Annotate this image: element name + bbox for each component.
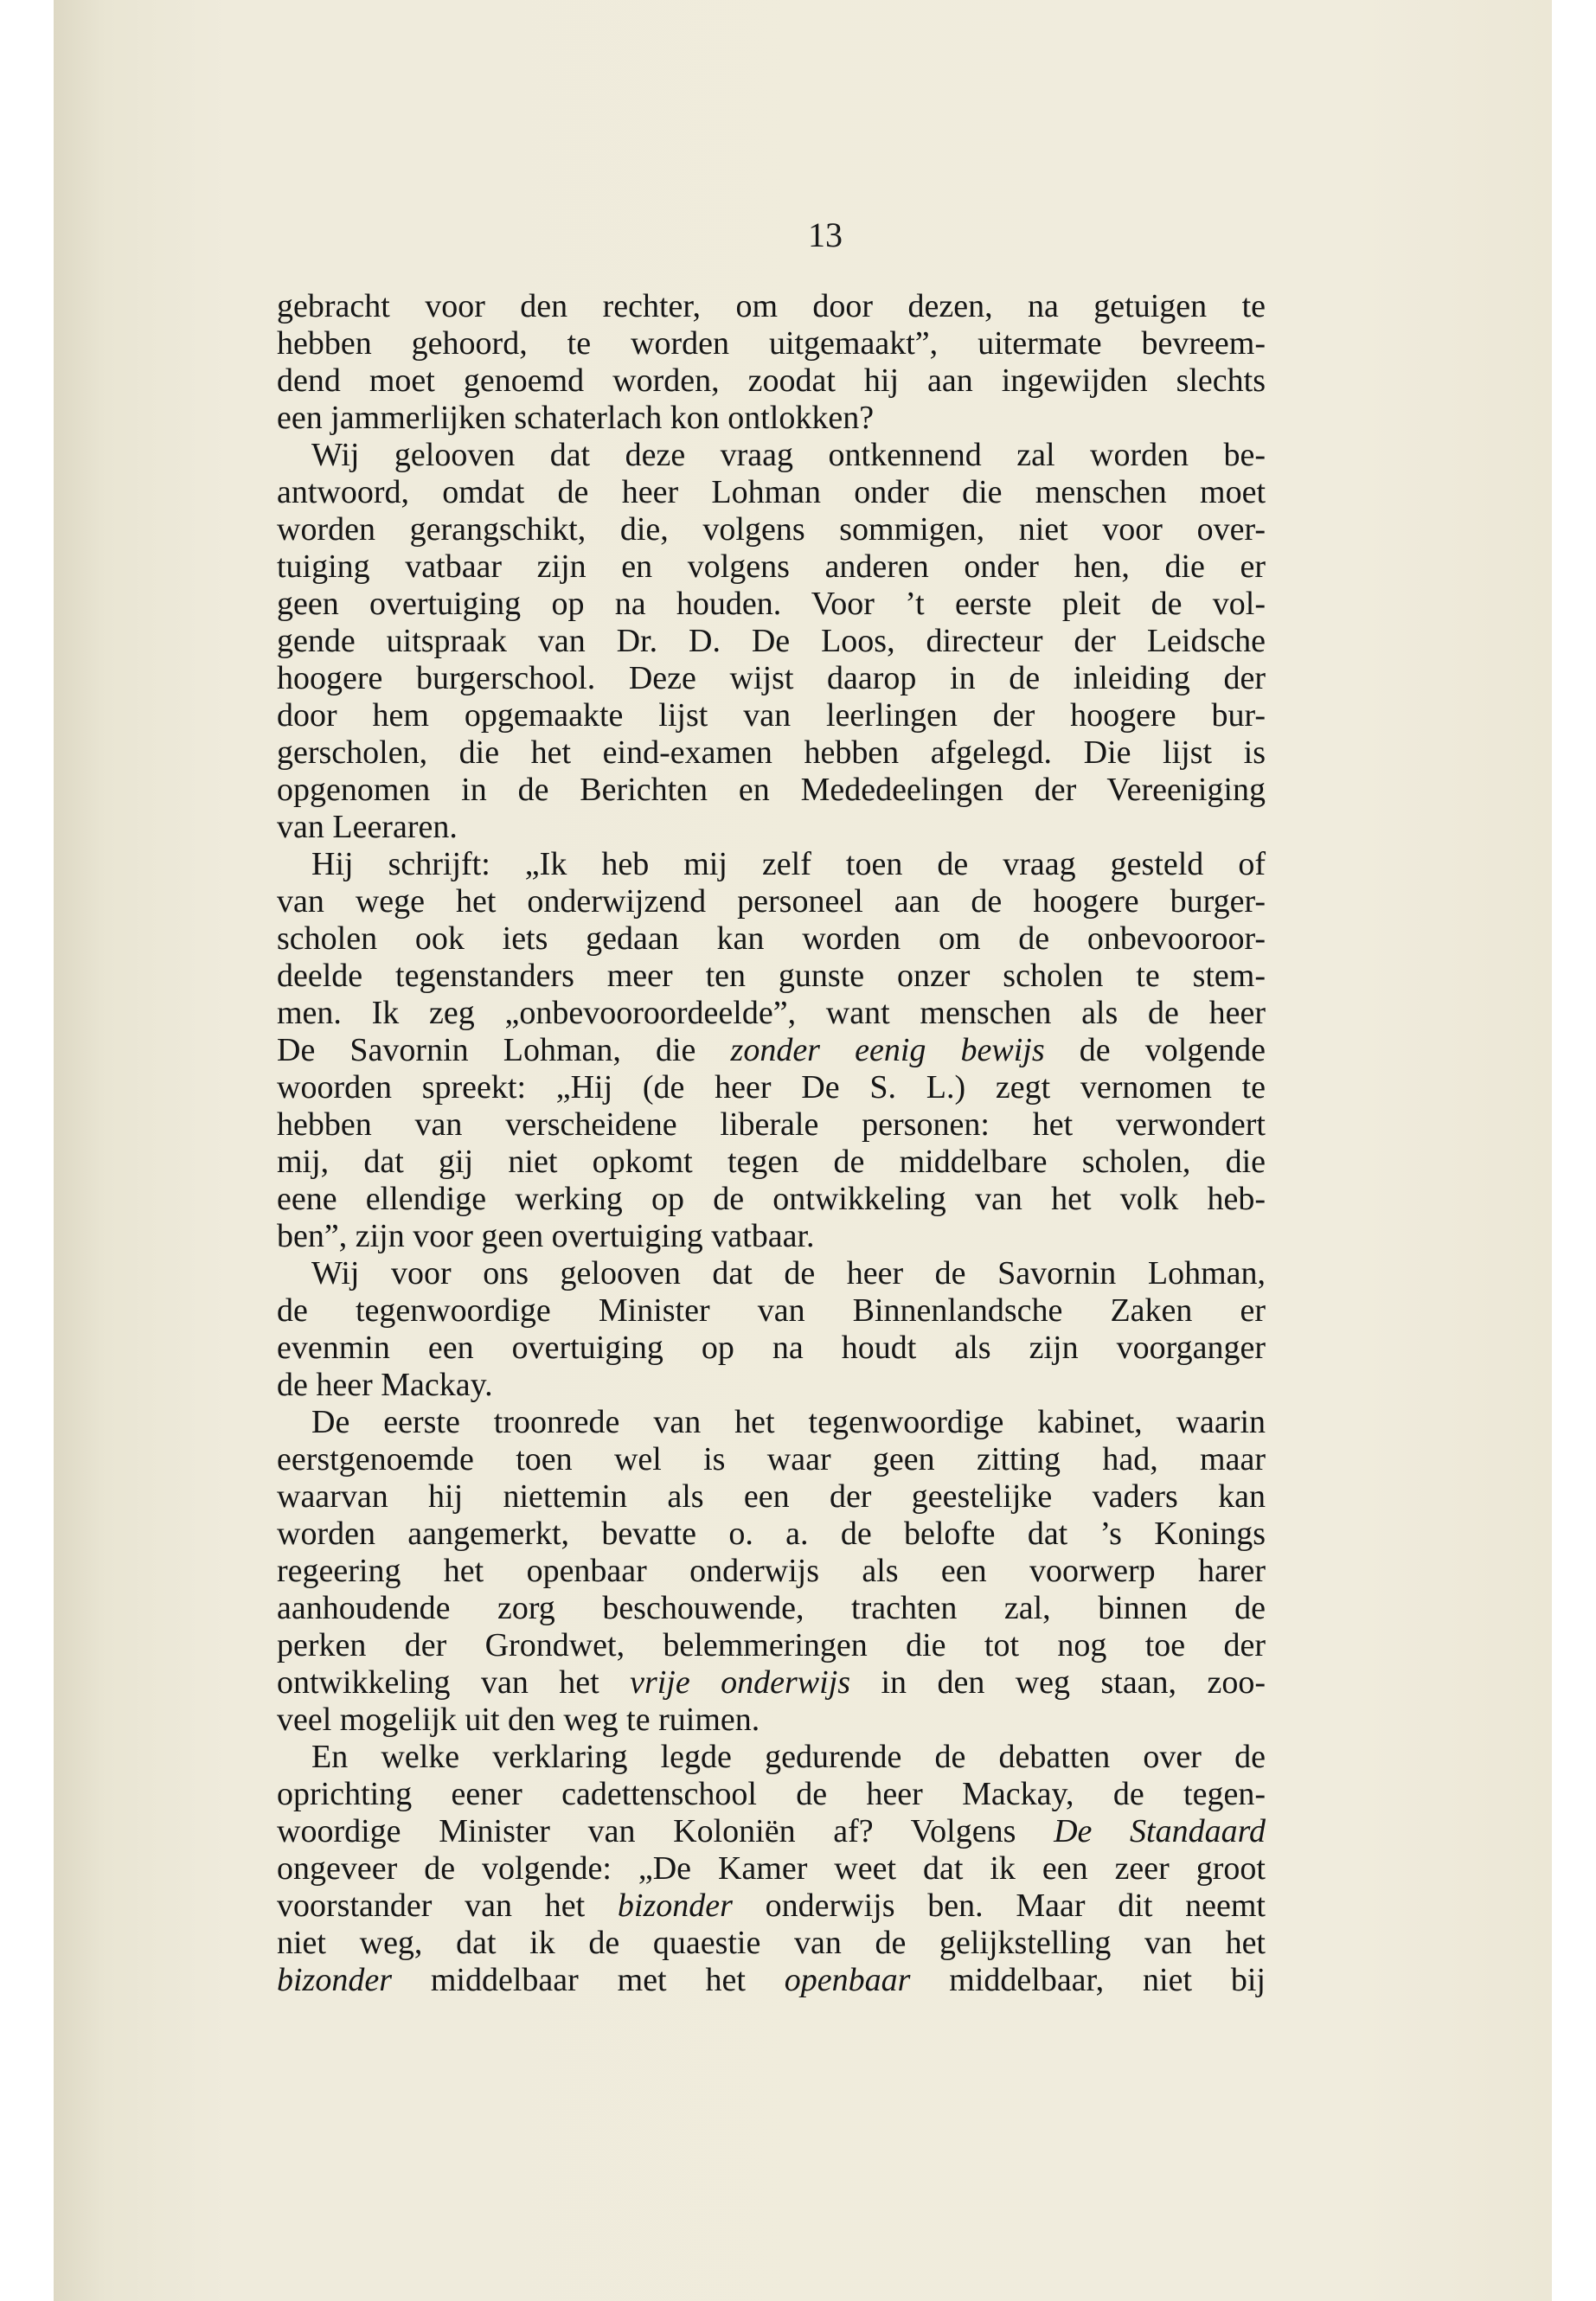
text-line bbox=[277, 1144, 1266, 1181]
text-segment: eene ellendige werking op de ontwikkeling van het volk heb- bbox=[277, 1181, 1266, 1217]
text-line bbox=[277, 400, 1266, 437]
text-line bbox=[277, 288, 1266, 325]
italic-text: bizonder bbox=[617, 1888, 733, 1924]
text-segment: De Savornin Lohman, die bbox=[277, 1032, 731, 1068]
text-segment: evenmin een overtuiging op na houdt als zijn voorganger bbox=[277, 1330, 1266, 1366]
text-line bbox=[277, 1776, 1266, 1813]
text-segment: een jammerlijken schaterlach kon ontlokken? bbox=[277, 400, 875, 436]
italic-text: zonder eenig bewijs bbox=[730, 1032, 1045, 1068]
text-line bbox=[277, 1739, 1266, 1776]
text-line bbox=[277, 1255, 1266, 1292]
text-line bbox=[277, 437, 1266, 474]
text-line bbox=[277, 995, 1266, 1032]
text-segment: oprichting eener cadettenschool de heer Mackay, de tegen- bbox=[277, 1776, 1266, 1812]
text-line bbox=[277, 1106, 1266, 1144]
text-segment: Hij schrijft: „Ik heb mij zelf toen de vraag gesteld of bbox=[311, 846, 1266, 882]
text-segment: voorstander van het bbox=[277, 1888, 618, 1924]
text-segment: mij, dat gij niet opkomt tegen de middelbare scholen, die bbox=[277, 1144, 1266, 1180]
text-segment: geen overtuiging op na houden. Voor ’t eerste pleit de vol- bbox=[277, 586, 1266, 622]
text-line bbox=[277, 1962, 1266, 1999]
text-segment: perken der Grondwet, belemmeringen die tot nog toe der bbox=[277, 1627, 1266, 1663]
text-line bbox=[277, 697, 1266, 734]
text-line bbox=[277, 1516, 1266, 1553]
body-text bbox=[277, 288, 1266, 1999]
text-segment: En welke verklaring legde gedurende de debatten over de bbox=[311, 1739, 1266, 1775]
text-segment: van Leeraren. bbox=[277, 809, 458, 845]
text-segment: onderwijs ben. Maar dit neemt bbox=[732, 1888, 1266, 1924]
text-line bbox=[277, 1888, 1266, 1925]
text-line bbox=[277, 362, 1266, 400]
text-line bbox=[277, 734, 1266, 772]
text-line bbox=[277, 1181, 1266, 1218]
text-line bbox=[277, 772, 1266, 809]
text-line bbox=[277, 1330, 1266, 1367]
text-segment: antwoord, omdat de heer Lohman onder die menschen moet bbox=[277, 474, 1266, 510]
text-segment: niet weg, dat ik de quaestie van de gelijkstelling van het bbox=[277, 1925, 1266, 1961]
text-line bbox=[277, 474, 1266, 511]
text-line bbox=[277, 511, 1266, 548]
text-segment: dend moet genoemd worden, zoodat hij aan ingewijden slechts bbox=[277, 362, 1266, 399]
text-line bbox=[277, 1292, 1266, 1330]
text-line bbox=[277, 1404, 1266, 1441]
text-segment: woordige Minister van Koloniën af? Volgens bbox=[277, 1813, 1054, 1849]
text-line bbox=[277, 1590, 1266, 1627]
text-segment: scholen ook iets gedaan kan worden om de onbevooroor- bbox=[277, 920, 1266, 957]
text-segment: de heer Mackay. bbox=[277, 1367, 493, 1403]
text-segment: worden gerangschikt, die, volgens sommigen, niet voor over- bbox=[277, 511, 1266, 548]
text-segment: ben”, zijn voor geen overtuiging vatbaar. bbox=[277, 1218, 815, 1254]
text-line bbox=[277, 1702, 1266, 1739]
italic-text: vrije onderwijs bbox=[630, 1664, 851, 1701]
text-line bbox=[277, 846, 1266, 883]
text-line bbox=[277, 1664, 1266, 1702]
text-segment: middelbaar met het bbox=[392, 1962, 785, 1998]
text-line bbox=[277, 809, 1266, 846]
text-line bbox=[277, 1627, 1266, 1664]
text-line bbox=[277, 1925, 1266, 1962]
text-segment: woorden spreekt: „Hij (de heer De S. L.) zegt vernomen te bbox=[277, 1069, 1266, 1106]
text-segment: Wij gelooven dat deze vraag ontkennend zal worden be- bbox=[311, 437, 1266, 473]
text-segment: ontwikkeling van het bbox=[277, 1664, 631, 1701]
italic-text: openbaar bbox=[784, 1962, 911, 1998]
text-line bbox=[277, 920, 1266, 958]
text-line bbox=[277, 1553, 1266, 1590]
text-segment: opgenomen in de Berichten en Mededeelingen der Vereeniging bbox=[277, 772, 1266, 808]
text-segment: middelbaar, niet bij bbox=[910, 1962, 1266, 1998]
text-line bbox=[277, 1478, 1266, 1516]
text-line bbox=[277, 623, 1266, 660]
text-segment: de volgende bbox=[1044, 1032, 1266, 1068]
text-line bbox=[277, 1813, 1266, 1850]
text-segment: worden aangemerkt, bevatte o. a. de belofte dat ’s Konings bbox=[277, 1516, 1266, 1552]
text-line bbox=[277, 660, 1266, 697]
text-line bbox=[277, 1069, 1266, 1106]
text-segment: men. Ik zeg „onbevooroordeelde”, want menschen als de heer bbox=[277, 995, 1266, 1031]
text-segment: ongeveer de volgende: „De Kamer weet dat ik een zeer groot bbox=[277, 1850, 1266, 1887]
text-segment: aanhoudende zorg beschouwende, trachten zal, binnen de bbox=[277, 1590, 1266, 1626]
text-segment: regeering het openbaar onderwijs als een voorwerp harer bbox=[277, 1553, 1266, 1589]
text-segment: van wege het onderwijzend personeel aan de hoogere burger- bbox=[277, 883, 1266, 920]
text-segment: door hem opgemaakte lijst van leerlingen der hoogere bur- bbox=[277, 697, 1266, 734]
text-segment: veel mogelijk uit den weg te ruimen. bbox=[277, 1702, 760, 1738]
text-line bbox=[277, 1367, 1266, 1404]
text-line bbox=[277, 548, 1266, 586]
text-segment: hebben van verscheidene liberale personen: het verwondert bbox=[277, 1106, 1266, 1143]
text-segment: eerstgenoemde toen wel is waar geen zitting had, maar bbox=[277, 1441, 1266, 1477]
italic-text: De Standaard bbox=[1054, 1813, 1266, 1849]
text-segment: in den weg staan, zoo- bbox=[850, 1664, 1266, 1701]
text-line bbox=[277, 1218, 1266, 1255]
text-line bbox=[277, 325, 1266, 362]
italic-text: bizonder bbox=[277, 1962, 392, 1998]
text-line bbox=[277, 1032, 1266, 1069]
text-line bbox=[277, 586, 1266, 623]
text-line bbox=[277, 958, 1266, 995]
text-segment: gende uitspraak van Dr. D. De Loos, directeur der Leidsche bbox=[277, 623, 1266, 659]
page-number: 13 bbox=[808, 215, 843, 254]
text-segment: gebracht voor den rechter, om door dezen, na getuigen te bbox=[277, 288, 1266, 324]
text-segment: hoogere burgerschool. Deze wijst daarop in de inleiding der bbox=[277, 660, 1266, 696]
text-line bbox=[277, 883, 1266, 920]
text-segment: Wij voor ons gelooven dat de heer de Savornin Lohman, bbox=[311, 1255, 1266, 1292]
text-segment: gerscholen, die het eind-examen hebben afgelegd. Die lijst is bbox=[277, 734, 1266, 771]
text-line bbox=[277, 1441, 1266, 1478]
text-segment: hebben gehoord, te worden uitgemaakt”, uitermate bevreem- bbox=[277, 325, 1266, 362]
text-segment: De eerste troonrede van het tegenwoordige kabinet, waarin bbox=[311, 1404, 1266, 1440]
text-segment: waarvan hij niettemin als een der geestelijke vaders kan bbox=[277, 1478, 1266, 1515]
text-segment: de tegenwoordige Minister van Binnenlandsche Zaken er bbox=[277, 1292, 1266, 1329]
text-segment: deelde tegenstanders meer ten gunste onzer scholen te stem- bbox=[277, 958, 1266, 994]
text-segment: tuiging vatbaar zijn en volgens anderen onder hen, die er bbox=[277, 548, 1266, 585]
text-line bbox=[277, 1850, 1266, 1888]
